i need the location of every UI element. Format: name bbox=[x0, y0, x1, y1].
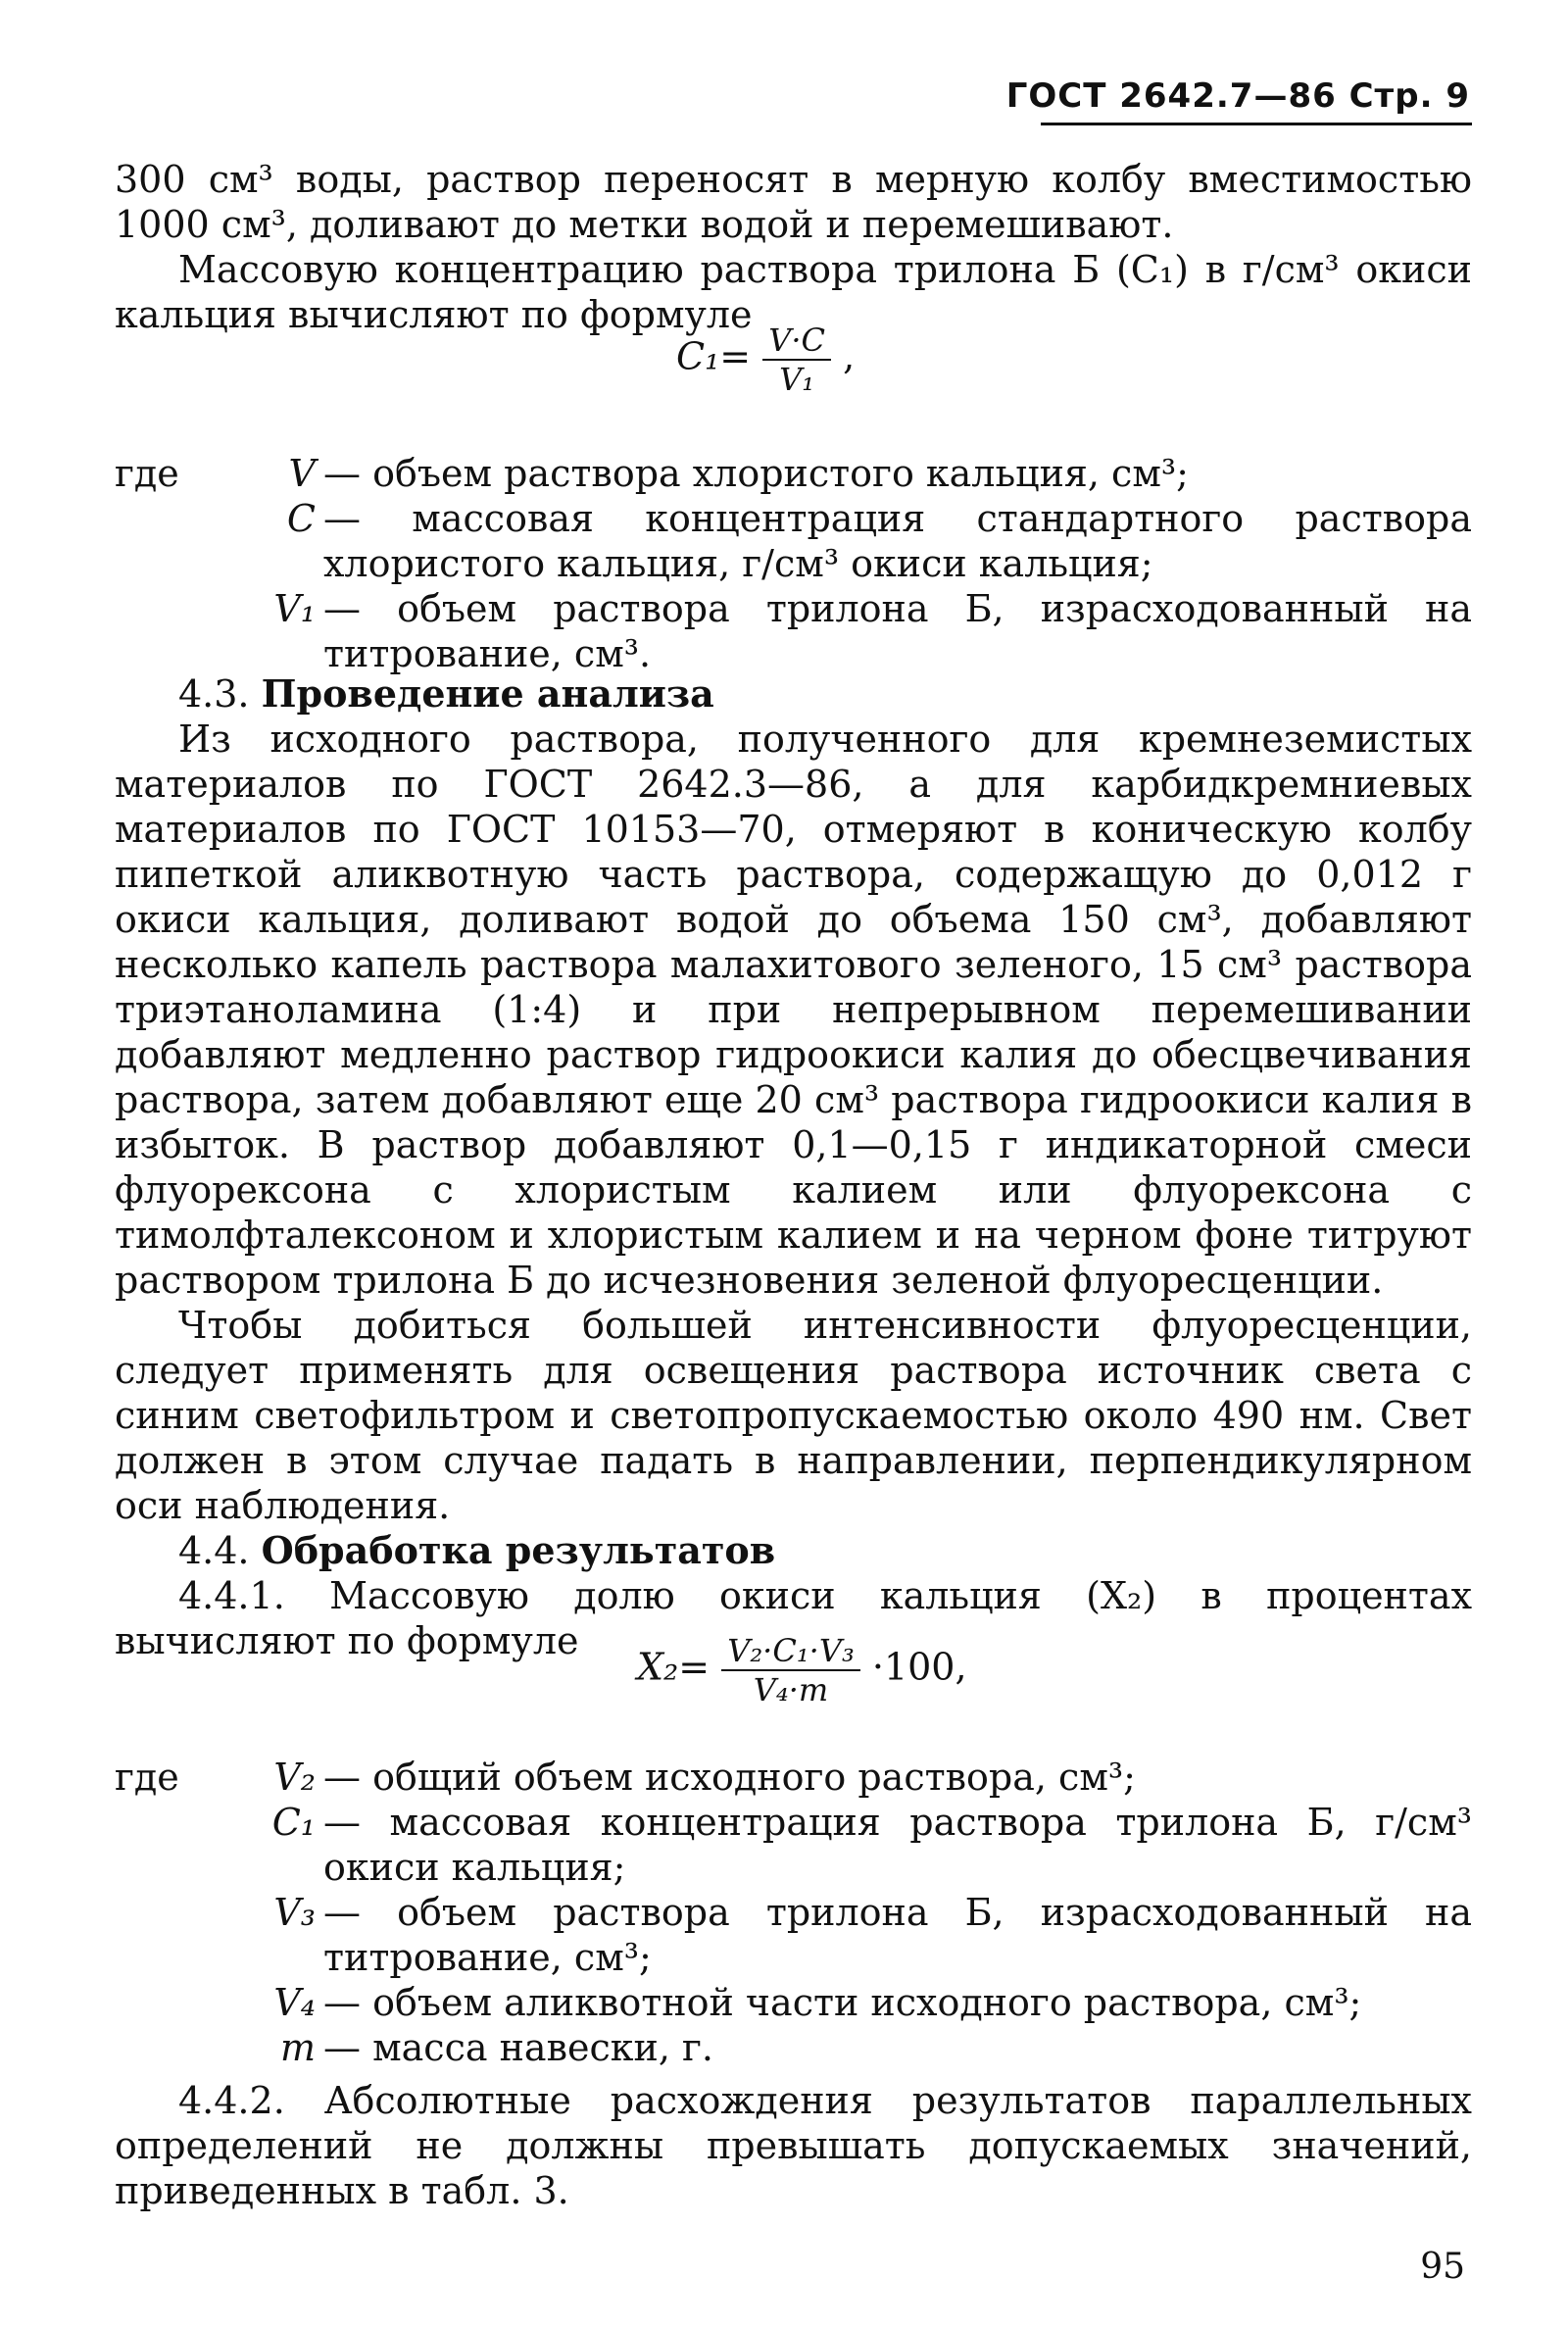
def-row bbox=[115, 1890, 1472, 1980]
formula-c1 bbox=[676, 322, 855, 398]
para-intro: 300 см³ воды, раствор переносят в мерную колбу вместимостью 1000 см³, доливают до метки водой и перемешивают. bbox=[115, 158, 1472, 246]
def-symbol: C bbox=[286, 497, 316, 540]
def-symbol: m bbox=[279, 2026, 316, 2069]
para-43-2: Чтобы добиться большей интенсивности флуоресценции, следует применять для освещения раствора источник света с синим светофильтром и светопропускаемостью около 490 нм. Свет должен в этом случае падать в направлении, перпендикулярном оси наблюдения. bbox=[115, 1304, 1472, 1527]
para-c1-intro: Массовую концентрацию раствора трилона Б (C₁) в г/см³ окиси кальция вычисляют по формуле bbox=[115, 248, 1472, 336]
formula-c1-tail: , bbox=[843, 334, 856, 378]
page-number: 95 bbox=[1420, 2247, 1465, 2287]
def-where: где bbox=[115, 1756, 179, 1799]
page-header: ГОСТ 2642.7—86 Стр. 9 bbox=[1005, 76, 1470, 116]
section-43-block bbox=[115, 671, 1472, 1663]
def-where: где bbox=[115, 452, 179, 495]
def-text: — массовая концентрация раствора трилона Б, г/см³ окиси кальция; bbox=[323, 1801, 1472, 1889]
intro-block bbox=[115, 157, 1472, 337]
def-text: — объем раствора хлористого кальция, см³; bbox=[323, 452, 1189, 495]
formula-x2 bbox=[637, 1632, 967, 1708]
para-441: 4.4.1. Массовую долю окиси кальция (X₂) в процентах вычисляют по формуле bbox=[115, 1574, 1472, 1662]
formula-c1-lhs: C₁= bbox=[676, 334, 752, 378]
def-row bbox=[115, 1980, 1472, 2025]
def-row bbox=[115, 2025, 1472, 2070]
def-text: — массовая концентрация стандартного раствора хлористого кальция, г/см³ окиси кальция; bbox=[323, 497, 1472, 585]
def-row bbox=[115, 451, 1472, 496]
def-text: — объем раствора трилона Б, израсходованный на титрование, см³. bbox=[323, 587, 1472, 675]
def-row bbox=[115, 1800, 1472, 1890]
section-44-number: 4.4. bbox=[178, 1529, 250, 1572]
para-442-block bbox=[115, 2078, 1472, 2213]
defs-x2 bbox=[115, 1755, 1472, 2070]
formula-x2-numerator: V₂·C₁·V₃ bbox=[721, 1632, 860, 1671]
formula-x2-denominator: V₄·m bbox=[753, 1671, 829, 1708]
section-44-heading bbox=[115, 1528, 1472, 1573]
section-43-heading bbox=[115, 671, 1472, 717]
formula-x2-tail: ·100, bbox=[871, 1645, 967, 1689]
para-442: 4.4.2. Абсолютные расхождения результатов параллельных определений не должны превышать допускаемых значений, приведенных в табл. 3. bbox=[115, 2079, 1472, 2212]
def-text: — объем аликвотной части исходного раствора, см³; bbox=[323, 1981, 1362, 2024]
formula-c1-numerator: V·C bbox=[762, 322, 831, 361]
def-symbol: V₃ bbox=[273, 1891, 316, 1934]
header-rule bbox=[1041, 123, 1472, 125]
formula-c1-fraction bbox=[762, 322, 831, 398]
def-symbol: V₂ bbox=[273, 1756, 316, 1799]
formula-x2-fraction bbox=[721, 1632, 860, 1708]
def-row bbox=[115, 1755, 1472, 1800]
section-43-title: Проведение анализа bbox=[261, 671, 714, 716]
formula-x2-lhs: X₂= bbox=[637, 1645, 710, 1689]
defs-c1 bbox=[115, 451, 1472, 676]
section-44-title: Обработка результатов bbox=[261, 1528, 776, 1572]
section-43-number: 4.3. bbox=[178, 672, 250, 716]
def-row bbox=[115, 586, 1472, 676]
def-text: — масса навески, г. bbox=[323, 2026, 713, 2069]
def-symbol: V₄ bbox=[273, 1981, 316, 2024]
def-text: — общий объем исходного раствора, см³; bbox=[323, 1756, 1136, 1799]
def-text: — объем раствора трилона Б, израсходованный на титрование, см³; bbox=[323, 1891, 1472, 1979]
def-symbol: V₁ bbox=[273, 587, 316, 630]
def-row bbox=[115, 496, 1472, 586]
def-symbol: C₁ bbox=[271, 1801, 316, 1844]
para-43-1: Из исходного раствора, полученного для кремнеземистых материалов по ГОСТ 2642.3—86, а для карбидкремниевых материалов по ГОСТ 10153—70, отмеряют в коническую колбу пипеткой аликвотную часть раствора, содержащую до 0,012 г окиси кальция, доливают водой до объема 150 см³, добавляют несколько капель раствора малахитового зеленого, 15 см³ раствора триэтаноламина (1:4) и при непрерывном перемешивании добавляют медленно раствор гидроокиси калия до обесцвечивания раствора, затем добавляют еще 20 см³ раствора гидроокиси калия в избыток. В раствор добавляют 0,1—0,15 г индикаторной смеси флуорексона с хлористым калием или флуорексона с тимолфталексоном и хлористым калием и на черном фоне титруют раствором трилона Б до исчезновения зеленой флуоресценции. bbox=[115, 718, 1472, 1302]
def-symbol: V bbox=[288, 452, 316, 495]
formula-c1-denominator: V₁ bbox=[779, 361, 815, 398]
